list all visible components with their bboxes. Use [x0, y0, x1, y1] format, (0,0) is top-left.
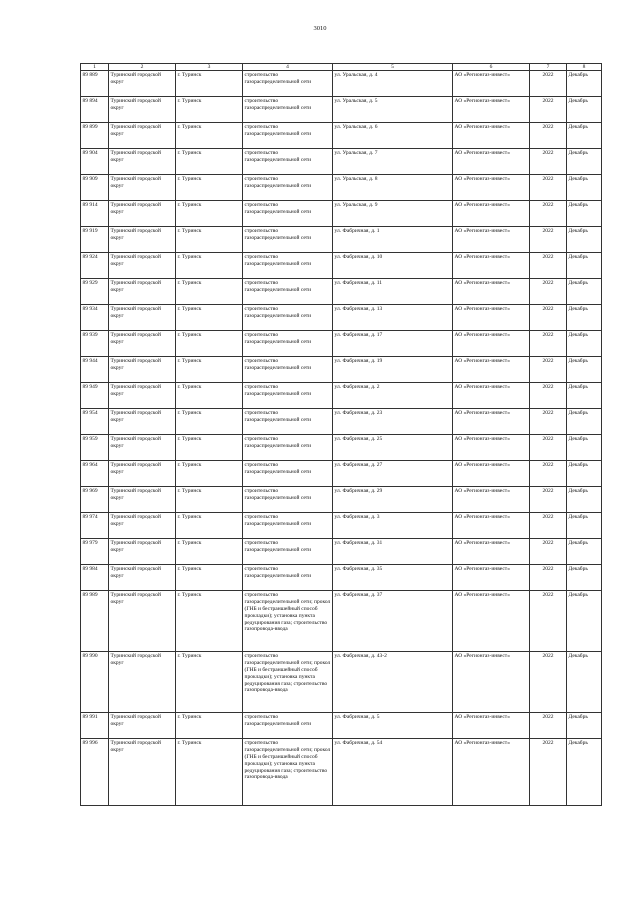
cell-address: ул. Фабричная, д. 37 [333, 591, 453, 652]
cell-address: ул. Фабричная, д. 31 [333, 539, 453, 565]
cell-month: Декабрь [567, 487, 602, 513]
cell-month: Декабрь [567, 409, 602, 435]
cell-work-type: строительство газораспределительной сети [243, 305, 333, 331]
cell-work-type: строительство газораспределительной сети [243, 149, 333, 175]
cell-work-type: строительство газораспределительной сети [243, 357, 333, 383]
cell-number: 89 984 [81, 565, 109, 591]
cell-address: ул. Фабричная, д. 27 [333, 461, 453, 487]
cell-month: Декабрь [567, 123, 602, 149]
cell-number: 89 996 [81, 739, 109, 806]
cell-district: Туринский городской округ [109, 539, 176, 565]
table-row [81, 71, 602, 97]
cell-address: ул. Уральская, д. 6 [333, 123, 453, 149]
cell-address: ул. Фабричная, д. 35 [333, 565, 453, 591]
cell-month: Декабрь [567, 739, 602, 806]
cell-work-type: строительство газораспределительной сети [243, 201, 333, 227]
cell-month: Декабрь [567, 357, 602, 383]
cell-month: Декабрь [567, 227, 602, 253]
cell-organization: АО «Регионгаз-инвест» [453, 513, 530, 539]
cell-town: г. Туринск [176, 279, 243, 305]
cell-number: 89 991 [81, 713, 109, 739]
cell-year: 2022 [530, 227, 567, 253]
cell-district: Туринский городской округ [109, 279, 176, 305]
cell-address: ул. Уральская, д. 9 [333, 201, 453, 227]
table-row [81, 201, 602, 227]
cell-number: 89 974 [81, 513, 109, 539]
cell-town: г. Туринск [176, 713, 243, 739]
table-row [81, 539, 602, 565]
cell-organization: АО «Регионгаз-инвест» [453, 461, 530, 487]
page-number: 3010 [313, 25, 327, 32]
cell-district: Туринский городской округ [109, 227, 176, 253]
cell-number: 89 934 [81, 305, 109, 331]
cell-town: г. Туринск [176, 409, 243, 435]
cell-work-type: строительство газораспределительной сети [243, 383, 333, 409]
cell-work-type: строительство газораспределительной сети [243, 331, 333, 357]
cell-district: Туринский городской округ [109, 487, 176, 513]
table-row [81, 253, 602, 279]
cell-address: ул. Уральская, д. 8 [333, 175, 453, 201]
cell-organization: АО «Регионгаз-инвест» [453, 97, 530, 123]
cell-address: ул. Фабричная, д. 5 [333, 713, 453, 739]
cell-year: 2022 [530, 383, 567, 409]
cell-work-type: строительство газораспределительной сети [243, 71, 333, 97]
table-row [81, 461, 602, 487]
table-row [81, 305, 602, 331]
cell-organization: АО «Регионгаз-инвест» [453, 201, 530, 227]
cell-district: Туринский городской округ [109, 175, 176, 201]
cell-work-type: строительство газораспределительной сети [243, 253, 333, 279]
table-row [81, 279, 602, 305]
cell-district: Туринский городской округ [109, 331, 176, 357]
cell-district: Туринский городской округ [109, 652, 176, 713]
cell-year: 2022 [530, 739, 567, 806]
cell-town: г. Туринск [176, 739, 243, 806]
cell-organization: АО «Регионгаз-инвест» [453, 487, 530, 513]
cell-town: г. Туринск [176, 383, 243, 409]
table-row [81, 383, 602, 409]
cell-year: 2022 [530, 305, 567, 331]
cell-town: г. Туринск [176, 227, 243, 253]
cell-district: Туринский городской округ [109, 513, 176, 539]
cell-organization: АО «Регионгаз-инвест» [453, 149, 530, 175]
cell-number: 89 909 [81, 175, 109, 201]
cell-address: ул. Фабричная, д. 43-2 [333, 652, 453, 713]
cell-district: Туринский городской округ [109, 71, 176, 97]
table-row [81, 123, 602, 149]
cell-town: г. Туринск [176, 201, 243, 227]
cell-month: Декабрь [567, 331, 602, 357]
cell-address: ул. Фабричная, д. 3 [333, 513, 453, 539]
table-row [81, 565, 602, 591]
cell-number: 89 949 [81, 383, 109, 409]
cell-address: ул. Уральская, д. 4 [333, 71, 453, 97]
cell-work-type: строительство газораспределительной сети; прокол (ГНБ и бестраншейный способ прокладки); установка пункта редуцирования газа; строительство газопровода-ввода [243, 591, 333, 652]
cell-work-type: строительство газораспределительной сети [243, 513, 333, 539]
cell-work-type: строительство газораспределительной сети [243, 97, 333, 123]
cell-month: Декабрь [567, 713, 602, 739]
cell-month: Декабрь [567, 305, 602, 331]
cell-work-type: строительство газораспределительной сети [243, 713, 333, 739]
column-header: 5 [333, 64, 453, 71]
cell-year: 2022 [530, 461, 567, 487]
cell-month: Декабрь [567, 539, 602, 565]
cell-work-type: строительство газораспределительной сети; прокол (ГНБ и бестраншейный способ прокладки); установка пункта редуцирования газа; строительство газопровода-ввода [243, 652, 333, 713]
table-row [81, 739, 602, 806]
cell-address: ул. Фабричная, д. 23 [333, 409, 453, 435]
cell-work-type: строительство газораспределительной сети [243, 539, 333, 565]
cell-month: Декабрь [567, 435, 602, 461]
cell-district: Туринский городской округ [109, 383, 176, 409]
cell-work-type: строительство газораспределительной сети [243, 409, 333, 435]
cell-district: Туринский городской округ [109, 253, 176, 279]
cell-year: 2022 [530, 435, 567, 461]
cell-work-type: строительство газораспределительной сети [243, 461, 333, 487]
cell-organization: АО «Регионгаз-инвест» [453, 123, 530, 149]
cell-year: 2022 [530, 565, 567, 591]
cell-district: Туринский городской округ [109, 461, 176, 487]
cell-address: ул. Фабричная, д. 25 [333, 435, 453, 461]
cell-district: Туринский городской округ [109, 97, 176, 123]
cell-work-type: строительство газораспределительной сети; прокол (ГНБ и бестраншейный способ прокладки); установка пункта редуцирования газа; строительство газопровода-ввода [243, 739, 333, 806]
cell-organization: АО «Регионгаз-инвест» [453, 409, 530, 435]
cell-month: Декабрь [567, 175, 602, 201]
cell-address: ул. Уральская, д. 7 [333, 149, 453, 175]
cell-district: Туринский городской округ [109, 565, 176, 591]
cell-number: 89 929 [81, 279, 109, 305]
cell-number: 89 924 [81, 253, 109, 279]
column-header: 4 [243, 64, 333, 71]
column-header: 7 [530, 64, 567, 71]
table-row [81, 487, 602, 513]
cell-year: 2022 [530, 539, 567, 565]
cell-month: Декабрь [567, 565, 602, 591]
cell-district: Туринский городской округ [109, 713, 176, 739]
cell-organization: АО «Регионгаз-инвест» [453, 279, 530, 305]
cell-town: г. Туринск [176, 305, 243, 331]
cell-town: г. Туринск [176, 253, 243, 279]
cell-month: Декабрь [567, 279, 602, 305]
cell-town: г. Туринск [176, 539, 243, 565]
cell-town: г. Туринск [176, 435, 243, 461]
table-row [81, 652, 602, 713]
cell-year: 2022 [530, 253, 567, 279]
column-header: 6 [453, 64, 530, 71]
cell-month: Декабрь [567, 461, 602, 487]
table-row [81, 227, 602, 253]
cell-month: Декабрь [567, 253, 602, 279]
column-header: 1 [81, 64, 109, 71]
cell-number: 89 919 [81, 227, 109, 253]
cell-town: г. Туринск [176, 591, 243, 652]
cell-month: Декабрь [567, 591, 602, 652]
cell-town: г. Туринск [176, 652, 243, 713]
cell-organization: АО «Регионгаз-инвест» [453, 253, 530, 279]
cell-town: г. Туринск [176, 357, 243, 383]
cell-work-type: строительство газораспределительной сети [243, 279, 333, 305]
cell-number: 89 889 [81, 71, 109, 97]
cell-district: Туринский городской округ [109, 739, 176, 806]
cell-address: ул. Фабричная, д. 10 [333, 253, 453, 279]
cell-year: 2022 [530, 201, 567, 227]
cell-address: ул. Фабричная, д. 13 [333, 305, 453, 331]
cell-work-type: строительство газораспределительной сети [243, 565, 333, 591]
cell-address: ул. Фабричная, д. 17 [333, 331, 453, 357]
table-row [81, 331, 602, 357]
table-row [81, 97, 602, 123]
cell-organization: АО «Регионгаз-инвест» [453, 175, 530, 201]
cell-year: 2022 [530, 71, 567, 97]
cell-town: г. Туринск [176, 175, 243, 201]
cell-number: 89 914 [81, 201, 109, 227]
cell-district: Туринский городской округ [109, 591, 176, 652]
cell-address: ул. Фабричная, д. 11 [333, 279, 453, 305]
cell-organization: АО «Регионгаз-инвест» [453, 435, 530, 461]
cell-work-type: строительство газораспределительной сети [243, 123, 333, 149]
cell-work-type: строительство газораспределительной сети [243, 175, 333, 201]
cell-month: Декабрь [567, 97, 602, 123]
cell-town: г. Туринск [176, 149, 243, 175]
cell-year: 2022 [530, 652, 567, 713]
cell-town: г. Туринск [176, 513, 243, 539]
table-row [81, 357, 602, 383]
cell-address: ул. Уральская, д. 5 [333, 97, 453, 123]
cell-year: 2022 [530, 123, 567, 149]
cell-year: 2022 [530, 591, 567, 652]
cell-organization: АО «Регионгаз-инвест» [453, 331, 530, 357]
cell-district: Туринский городской округ [109, 305, 176, 331]
cell-address: ул. Фабричная, д. 54 [333, 739, 453, 806]
cell-month: Декабрь [567, 652, 602, 713]
cell-organization: АО «Регионгаз-инвест» [453, 227, 530, 253]
cell-organization: АО «Регионгаз-инвест» [453, 565, 530, 591]
table-row [81, 149, 602, 175]
cell-town: г. Туринск [176, 123, 243, 149]
cell-number: 89 954 [81, 409, 109, 435]
cell-organization: АО «Регионгаз-инвест» [453, 713, 530, 739]
cell-year: 2022 [530, 149, 567, 175]
cell-number: 89 944 [81, 357, 109, 383]
cell-district: Туринский городской округ [109, 149, 176, 175]
cell-year: 2022 [530, 513, 567, 539]
cell-organization: АО «Регионгаз-инвест» [453, 591, 530, 652]
table-row [81, 409, 602, 435]
cell-town: г. Туринск [176, 71, 243, 97]
cell-month: Декабрь [567, 513, 602, 539]
cell-address: ул. Фабричная, д. 2 [333, 383, 453, 409]
cell-address: ул. Фабричная, д. 1 [333, 227, 453, 253]
cell-number: 89 904 [81, 149, 109, 175]
cell-work-type: строительство газораспределительной сети [243, 227, 333, 253]
cell-number: 89 899 [81, 123, 109, 149]
column-header: 2 [109, 64, 176, 71]
cell-year: 2022 [530, 279, 567, 305]
cell-organization: АО «Регионгаз-инвест» [453, 357, 530, 383]
cell-number: 89 959 [81, 435, 109, 461]
table-row [81, 513, 602, 539]
cell-year: 2022 [530, 331, 567, 357]
cell-number: 89 989 [81, 591, 109, 652]
cell-address: ул. Фабричная, д. 19 [333, 357, 453, 383]
cell-month: Декабрь [567, 71, 602, 97]
cell-district: Туринский городской округ [109, 201, 176, 227]
cell-year: 2022 [530, 713, 567, 739]
table-body [81, 71, 602, 806]
cell-town: г. Туринск [176, 461, 243, 487]
cell-organization: АО «Регионгаз-инвест» [453, 652, 530, 713]
cell-year: 2022 [530, 409, 567, 435]
cell-district: Туринский городской округ [109, 409, 176, 435]
cell-number: 89 990 [81, 652, 109, 713]
cell-year: 2022 [530, 357, 567, 383]
header-row [81, 64, 602, 71]
cell-town: г. Туринск [176, 487, 243, 513]
cell-number: 89 969 [81, 487, 109, 513]
cell-number: 89 979 [81, 539, 109, 565]
cell-organization: АО «Регионгаз-инвест» [453, 305, 530, 331]
cell-organization: АО «Регионгаз-инвест» [453, 539, 530, 565]
cell-number: 89 939 [81, 331, 109, 357]
cell-town: г. Туринск [176, 565, 243, 591]
column-header: 8 [567, 64, 602, 71]
cell-year: 2022 [530, 175, 567, 201]
cell-year: 2022 [530, 487, 567, 513]
cell-organization: АО «Регионгаз-инвест» [453, 739, 530, 806]
cell-month: Декабрь [567, 201, 602, 227]
table-row [81, 591, 602, 652]
cell-work-type: строительство газораспределительной сети [243, 487, 333, 513]
cell-year: 2022 [530, 97, 567, 123]
cell-month: Декабрь [567, 383, 602, 409]
cell-address: ул. Фабричная, д. 29 [333, 487, 453, 513]
cell-district: Туринский городской округ [109, 435, 176, 461]
cell-district: Туринский городской округ [109, 357, 176, 383]
table-row [81, 435, 602, 461]
column-header: 3 [176, 64, 243, 71]
cell-organization: АО «Регионгаз-инвест» [453, 383, 530, 409]
cell-organization: АО «Регионгаз-инвест» [453, 71, 530, 97]
cell-district: Туринский городской округ [109, 123, 176, 149]
cell-number: 89 964 [81, 461, 109, 487]
cell-town: г. Туринск [176, 331, 243, 357]
cell-work-type: строительство газораспределительной сети [243, 435, 333, 461]
cell-month: Декабрь [567, 149, 602, 175]
table-row [81, 175, 602, 201]
table-row [81, 713, 602, 739]
cell-number: 89 894 [81, 97, 109, 123]
registry-table [80, 63, 602, 806]
cell-town: г. Туринск [176, 97, 243, 123]
